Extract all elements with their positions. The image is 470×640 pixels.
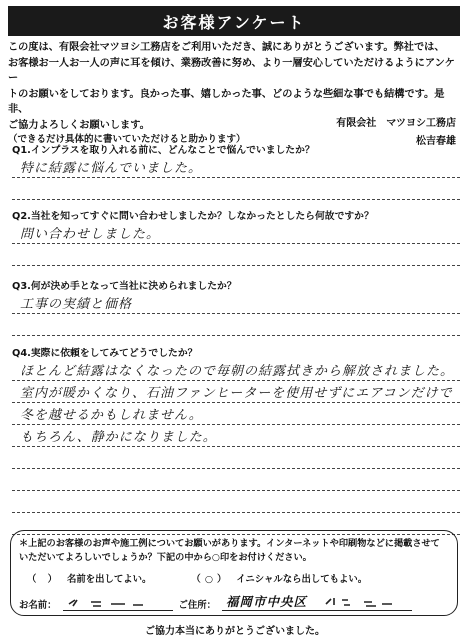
- answer-line: [12, 244, 460, 266]
- consent-box: [10, 530, 458, 616]
- option-initials-ok[interactable]: [191, 571, 367, 585]
- company-name: 有限会社 マツヨシ工務店: [336, 118, 456, 129]
- option-label: 名前を出してよい。: [67, 574, 152, 585]
- question-label: Q2.当社を知ってすぐに問い合わせしましたか？しなかったとしたら何故ですか？: [12, 211, 374, 222]
- signature-row: [19, 591, 449, 611]
- answer-line: [12, 491, 460, 513]
- option-mark: ○: [204, 574, 217, 585]
- consent-text: ＊上記のお客様のお声や施工例についてお願いがあります。インターネットや印刷物などに掲載させていただいてよろしいでしょうか？下記の中から○印をお付けください。: [19, 538, 440, 563]
- answer-text: もちろん、静かになりました。: [20, 430, 217, 445]
- intro-line: お客様お一人お一人の声に耳を傾け、業務改善に努め、より一層安心していただけるようにアンケー: [8, 57, 455, 84]
- thanks-text: ご協力本当にありがとうございました。: [145, 626, 325, 637]
- answer-line: [12, 359, 460, 381]
- intro-line: この度は、有限会社マツヨシ工務店をご利用いただき、誠にありがとうございます。弊社では、: [8, 42, 445, 53]
- survey-title: お客様アンケート: [8, 6, 460, 36]
- answer-line: [12, 222, 460, 244]
- answer-line: [12, 381, 460, 403]
- answer-line: [12, 178, 460, 200]
- question-label: Q3.何が決め手となって当社に決められましたか？: [12, 281, 237, 292]
- answer-text: ほとんど結露はなくなったので毎朝の結露拭きから解放されました。: [20, 364, 455, 379]
- address-text: 福岡市中央区: [226, 594, 308, 609]
- answer-text: 特に結露に悩んでいました。: [20, 161, 203, 176]
- answer-text: 工事の実績と価格: [20, 297, 133, 312]
- intro-line: トのお願いをしております。良かった事、嬉しかった事、どのような些細な事でも結構です。是非、: [8, 88, 445, 115]
- question-3: [12, 278, 460, 336]
- redacted-name-scribble: [63, 594, 163, 610]
- question-label: Q1.インプラスを取り入れる前に、どんなことで悩んでいましたか？: [12, 145, 315, 156]
- question-4: [12, 345, 460, 535]
- intro-line: ご協力よろしくお願いします。: [8, 119, 150, 131]
- option-label: イニシャルなら出してもよい。: [236, 574, 368, 585]
- address-label: ご住所：: [178, 600, 217, 611]
- option-paren: （○）: [191, 574, 231, 585]
- name-label: お名前：: [19, 600, 57, 611]
- answer-line: [12, 156, 460, 178]
- name-field[interactable]: [63, 594, 173, 611]
- answer-line: [12, 425, 460, 447]
- answer-line: [12, 469, 460, 491]
- address-field[interactable]: [222, 594, 412, 611]
- company-person: 松吉春雄: [416, 136, 456, 147]
- answer-line: [12, 292, 460, 314]
- answer-text: 冬を越せるかもしれません。: [20, 408, 203, 423]
- answer-line: [12, 403, 460, 425]
- question-1: [12, 142, 460, 200]
- answer-text: 室内が暖かくなり、石油ファンヒーターを使用せずにエアコンだけで: [20, 386, 453, 401]
- option-paren: （ ）: [27, 574, 62, 585]
- intro-note: （できるだけ具体的に書いていただけると助かります）: [8, 134, 246, 145]
- question-2: [12, 208, 460, 266]
- consent-options: [27, 571, 447, 585]
- answer-line: [12, 447, 460, 469]
- redacted-address-scribble: [322, 594, 402, 610]
- answer-text: 問い合わせしました。: [20, 227, 161, 242]
- question-label: Q4.実際に依頼をしてみてどうでしたか？: [12, 348, 198, 359]
- option-name-ok[interactable]: [27, 571, 151, 585]
- answer-line: [12, 314, 460, 336]
